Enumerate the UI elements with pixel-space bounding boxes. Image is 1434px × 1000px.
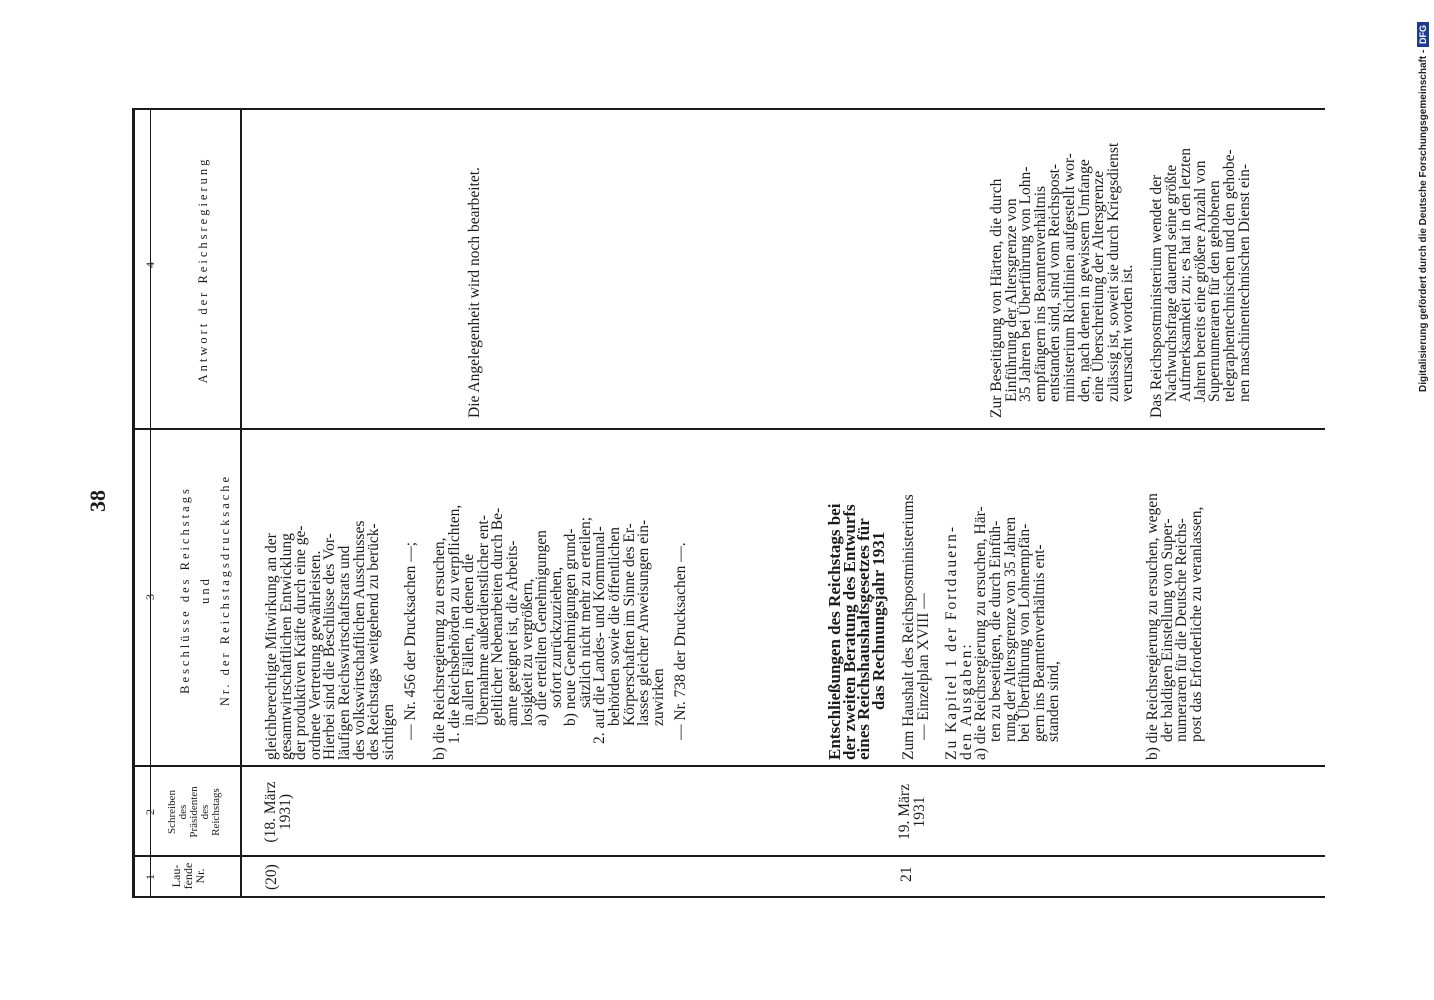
resolution-line: des Reichstags weitgehend zu berück- <box>365 523 383 760</box>
header-antwort: Antwort der Reichsregierung <box>196 156 210 384</box>
answer-line: eine Überschreitung der Altersgrenze <box>1090 170 1108 402</box>
col1-col2-border <box>132 855 1325 857</box>
resolution-line: 2. auf die Landes- und Kommunal- <box>591 526 609 744</box>
heading-line: eines Reichshaushaltsgesetzes für <box>854 518 873 760</box>
resolution-line: lasses gleicher Anweisungen ein- <box>635 519 653 726</box>
resolution-line: der baldigen Einstellung von Super- <box>1158 518 1176 742</box>
dfg-logo: DFG <box>1417 22 1429 47</box>
row-21-heading <box>825 503 888 760</box>
resolution-line: des volkswirtschaftlichen Ausschusses <box>350 520 368 760</box>
digitization-text: Digitalisierung gefördert durch die Deutsche Forschungsgemeinschaft - <box>1418 49 1429 392</box>
resolution-line: a) die erteilten Genehmigungen <box>533 530 551 726</box>
column-number-3: 3 <box>143 594 157 600</box>
resolution-line: der produktiven Kräfte durch eine ge- <box>292 525 310 760</box>
heading-line: der zweiten Beratung des Entwurfs <box>839 504 859 760</box>
row-21-answer <box>990 143 1252 418</box>
col3-col4-border <box>132 428 1325 430</box>
column-number-4: 4 <box>143 262 157 268</box>
resolution-line: b) neue Genehmigungen grund- <box>562 528 580 726</box>
row-20-number: (20) <box>263 864 280 890</box>
resolution-line: amte geeignet ist, die Arbeits- <box>503 540 521 726</box>
answer-line: den, nach denen in gewissem Umfange <box>1075 159 1093 402</box>
resolution-line: rung der Altersgrenze von 35 Jahren <box>1001 516 1019 742</box>
answer-line: verursacht worden ist. <box>1119 264 1137 402</box>
resolution-line: gern ins Beamtenverhältnis ent- <box>1030 544 1048 742</box>
answer-line: 35 Jahren bei Überführung von Lohn- <box>1017 166 1035 402</box>
header-und: und <box>198 576 212 604</box>
resolution-line: sätzlich nicht mehr zu erteilen; <box>576 516 594 708</box>
header-schreiben: Schreiben des Präsidenten des Reichstags <box>166 786 222 838</box>
answer-line: Zur Beseitigung von Härten, die durch <box>988 178 1005 418</box>
answer-line: Nachwuchsfrage dauernd seine größte <box>1162 164 1180 402</box>
resolution-line: a) die Reichsregierung zu ersuchen, Här- <box>972 506 990 760</box>
header-beschluesse: Beschlüsse des Reichstags <box>178 486 192 694</box>
resolution-line: geltlicher Nebenarbeiten durch Be- <box>489 507 507 726</box>
answer-line: ministerium Richtlinien aufgestellt wor- <box>1060 153 1078 402</box>
heading-line: das Rechnungsjahr 1931 <box>868 531 888 710</box>
row-20-date: (18. März 1931) <box>262 781 294 843</box>
header-laufende-nr: Lau- fende Nr. <box>169 862 207 890</box>
resolution-line: gleichberechtigte Mitwirkung an der <box>263 533 280 760</box>
resolution-line: post das Erforderliche zu veranlassen, <box>1187 506 1205 742</box>
resolution-line: 1. die Reichsbehörden zu verpflichten, <box>445 504 463 744</box>
heading-line: Entschließungen des Reichstags bei <box>825 503 844 760</box>
resolution-line: b) die Reichsregierung zu ersuchen, <box>430 537 448 760</box>
header-drucksache: Nr. der Reichstagsdrucksache <box>218 473 232 707</box>
resolution-line: den Ausgaben: <box>957 642 975 760</box>
row-21-date: 19. März 1931 <box>896 784 928 840</box>
resolution-line: sofort zurückzuziehen, <box>547 566 565 708</box>
resolution-line: numeraren für die Deutsche Reichs- <box>1173 518 1191 742</box>
row-20-answer: Die Angelegenheit wird noch bearbeitet. <box>466 167 483 418</box>
resolution-line: in allen Fällen, in denen die <box>460 553 478 726</box>
resolution-line: ordnete Vertretung gewährleisten. <box>306 550 324 760</box>
answer-line: zulässig ist, soweit sie durch Kriegsdienst <box>1104 142 1122 402</box>
answer-line: Aufmerksamkeit zu; es hat in den letzten <box>1177 148 1195 402</box>
colnum-separator <box>150 108 151 898</box>
answer-line: nen maschinentechnischen Dienst ein- <box>1235 163 1253 402</box>
answer-line: entstanden sind, sind vom Reichspost- <box>1046 163 1064 402</box>
resolution-line: Körperschaften im Sinne des Er- <box>620 523 638 726</box>
resolution-line: Hierbei sind die Beschlüsse des Vor- <box>321 533 339 760</box>
answer-line: Supernumeraren für den gehobenen <box>1206 180 1224 402</box>
resolution-line: ten zu beseitigen, die durch Einfüh- <box>986 520 1004 742</box>
page-number: 38 <box>85 490 110 512</box>
resolution-line: — Nr. 738 der Drucksachen —. <box>672 542 690 740</box>
row-21-number: 21 <box>898 866 915 882</box>
resolution-line <box>1118 493 1132 760</box>
resolution-line <box>1090 493 1104 760</box>
column-number-2: 2 <box>143 809 157 815</box>
col2-col3-border <box>132 765 1325 767</box>
resolution-line: läufigen Reichswirtschaftsrats und <box>335 545 353 760</box>
resolution-line: Zum Haushalt des Reichspostministeriums <box>900 494 917 760</box>
answer-line: Einführung der Altersgrenze von <box>1002 198 1020 402</box>
table-top-border <box>132 108 1325 110</box>
column-number-1: 1 <box>143 874 157 880</box>
resolution-line: bei Überführung von Lohnempfän- <box>1016 523 1034 742</box>
header-separator <box>240 108 242 898</box>
answer-line: Das Reichspostministerium wendet der <box>1147 174 1165 418</box>
resolution-line: behörden sowie die öffentlichen <box>606 527 624 726</box>
resolution-line: Übernahme außerdienstlicher ent- <box>474 515 492 726</box>
resolution-line: — Einzelplan XVIII — <box>914 593 932 740</box>
answer-line: telegraphentechnischen und den gehobe- <box>1220 149 1238 402</box>
row-21-resolution <box>902 493 1204 760</box>
table-bottom-border <box>132 896 1325 898</box>
answer-line: empfängern ins Beamtenverhältnis <box>1031 185 1049 402</box>
resolution-line: losigkeit zu vergrößern, <box>518 578 536 726</box>
table-left-border <box>132 108 135 898</box>
resolution-line: zuwirken <box>649 668 667 726</box>
resolution-line: gesamtwirtschaftlichen Entwicklung <box>277 533 295 760</box>
resolution-line: sichtigen <box>379 704 397 760</box>
resolution-line <box>1076 493 1090 760</box>
resolution-line <box>1104 493 1118 760</box>
resolution-line: standen sind, <box>1045 661 1063 742</box>
row-20-resolution <box>265 505 689 760</box>
resolution-line: — Nr. 456 der Drucksachen —; <box>402 541 420 740</box>
digitization-note <box>1418 22 1429 392</box>
resolution-line: b) die Reichsregierung zu ersuchen, wegen <box>1143 493 1161 760</box>
answer-line: Jahren bereits eine größere Anzahl von <box>1191 160 1209 402</box>
resolution-line <box>1062 493 1076 760</box>
resolution-line: Zu Kapitel 1 der Fortdauern- <box>943 524 961 760</box>
